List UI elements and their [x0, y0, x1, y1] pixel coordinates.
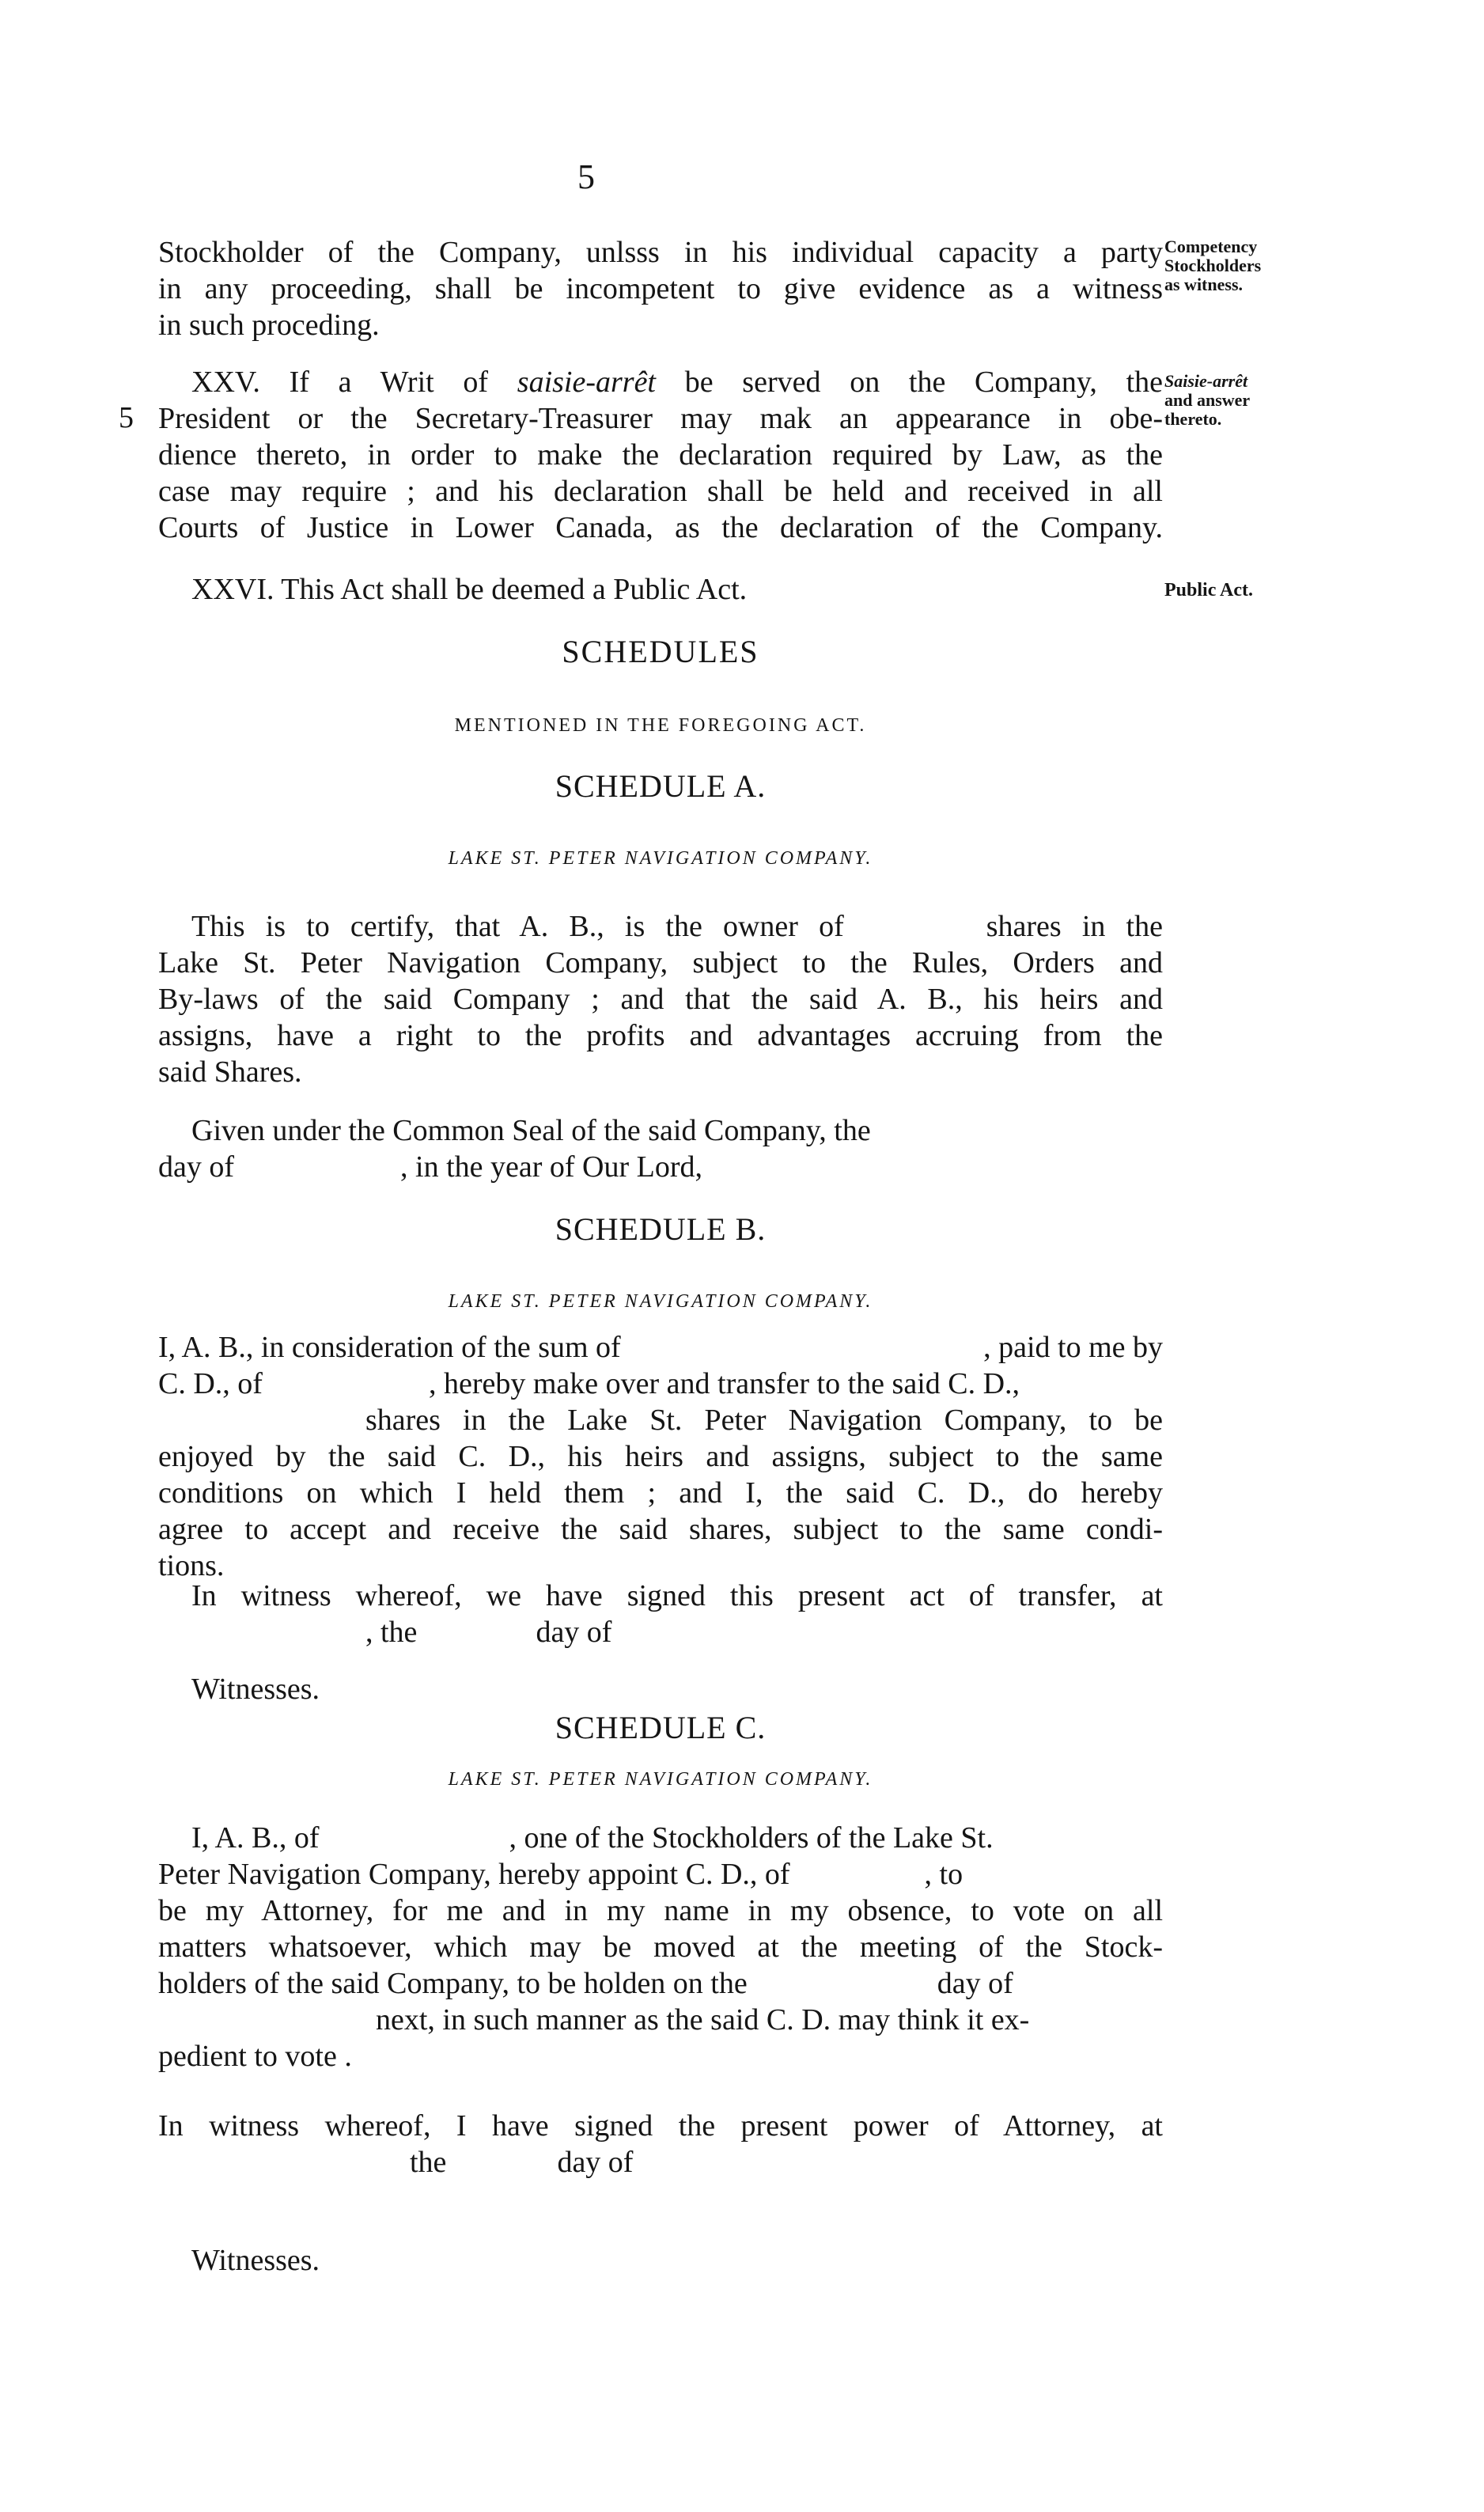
schedule-b-transfer: [158, 1329, 1163, 1584]
text-line: dience thereto, in order to make the declaration required by Law, as the: [158, 438, 1163, 472]
schedules-title: SCHEDULES: [562, 634, 759, 669]
text-line: [158, 1366, 1163, 1402]
schedule-c-title: SCHEDULE C.: [555, 1710, 767, 1745]
text-line: said Shares.: [158, 1055, 302, 1089]
text-run: XXV. If a Writ of: [191, 366, 517, 399]
text-run: Peter Navigation Company, hereby appoint C. D., of: [158, 1858, 790, 1891]
schedule-a-given: [158, 1112, 1163, 1185]
text-line: Courts of Justice in Lower Canada, as the declaration of the Company.: [158, 511, 1163, 544]
text-line: [158, 1329, 1163, 1366]
text-line: Stockholder of the Company, unlsss in his individual capacity a party: [158, 236, 1163, 269]
margin-note-saisie: [1164, 372, 1315, 429]
text-line: Given under the Common Seal of the said Company, the: [191, 1114, 871, 1147]
margin-note-line: Saisie-arrêt: [1164, 371, 1248, 391]
text-line: enjoyed by the said C. D., his heirs and assigns, subject to the same: [158, 1440, 1163, 1473]
text-run: day of: [557, 2146, 634, 2179]
text-run: I, A. B., of: [191, 1821, 320, 1855]
margin-note-line: thereto.: [1164, 409, 1222, 429]
text-line: assigns, have a right to the profits and advantages accruing from the: [158, 1019, 1163, 1052]
section-xxv: [158, 364, 1163, 546]
text-run: , hereby make over and transfer to the said C. D.,: [428, 1367, 1020, 1400]
text-line: in such proceding.: [158, 309, 380, 342]
margin-note-line: Competency: [1164, 237, 1258, 256]
section-xxvi: [158, 571, 1163, 608]
text-line: Lake St. Peter Navigation Company, subject to the Rules, Orders and: [158, 946, 1163, 979]
text-line: be my Attorney, for me and in my name in my obsence, to vote on all: [158, 1894, 1163, 1927]
text-line: President or the Secretary-Treasurer may mak an appearance in obe-: [158, 402, 1163, 435]
text-line: case may require ; and his declaration shall be held and received in all: [158, 475, 1163, 508]
page-number: 5: [577, 157, 595, 196]
margin-note-line: as witness.: [1164, 275, 1244, 294]
text-line: By-laws of the said Company ; and that the said A. B., his heirs and: [158, 983, 1163, 1016]
text-line: [158, 2144, 1163, 2180]
schedule-c-company: LAKE ST. PETER NAVIGATION COMPANY.: [448, 1769, 873, 1790]
text-run: day of: [158, 1150, 235, 1184]
text-line: XXVI. This Act shall be deemed a Public Act.: [191, 573, 748, 606]
text-line: tions.: [158, 1549, 225, 1582]
text-line: In witness whereof, we have signed this present act of transfer, at: [191, 1579, 1163, 1612]
text-line: [158, 1965, 1163, 2002]
schedule-a-certificate: [158, 908, 1163, 1090]
text-run: be served on the Company, the: [656, 366, 1163, 399]
text-run: , in the year of Our Lord,: [400, 1150, 703, 1184]
text-run: day of: [937, 1967, 1013, 2000]
schedule-b-company: LAKE ST. PETER NAVIGATION COMPANY.: [448, 1291, 873, 1312]
schedule-a-title: SCHEDULE A.: [555, 768, 767, 804]
text-line: agree to accept and receive the said shares, subject to the same condi-: [158, 1513, 1163, 1546]
text-run: shares in the: [986, 910, 1163, 943]
text-run: C. D., of: [158, 1367, 263, 1400]
text-line: matters whatsoever, which may be moved at the meeting of the Stock-: [158, 1930, 1163, 1964]
text-line: shares in the Lake St. Peter Navigation Company, to be: [365, 1404, 1163, 1437]
text-line: [158, 1820, 1163, 1856]
margin-note-line: Stockholders: [1164, 256, 1262, 275]
text-line: [158, 908, 1163, 945]
margin-note-competency: [1164, 237, 1315, 294]
italic-term: saisie-arrêt: [517, 366, 656, 399]
text-line: conditions on which I held them ; and I, the said C. D., do hereby: [158, 1476, 1163, 1510]
text-line: pedient to vote .: [158, 2040, 352, 2073]
text-line: In witness whereof, I have signed the present power of Attorney, at: [158, 2109, 1163, 2143]
text-line: [158, 1856, 1163, 1893]
margin-note-public-act: Public Act.: [1164, 580, 1253, 601]
text-run: holders of the said Company, to be holden on the: [158, 1967, 748, 2000]
margin-note-line: and answer: [1164, 390, 1251, 410]
text-run: day of: [536, 1616, 612, 1649]
section-xxv-first-line: [158, 364, 1163, 400]
schedule-b-witnesses: [158, 1671, 1163, 1707]
text-line: Witnesses.: [191, 1673, 320, 1706]
text-line: Witnesses.: [191, 2244, 320, 2277]
text-line: next, in such manner as the said C. D. may think it ex-: [376, 2003, 1030, 2037]
text-line: [158, 1149, 1163, 1185]
text-run: This is to certify, that A. B., is the owner of: [191, 910, 844, 943]
schedule-a-company: LAKE ST. PETER NAVIGATION COMPANY.: [448, 848, 873, 869]
text-line: [158, 1614, 1163, 1650]
text-line: in any proceeding, shall be incompetent to give evidence as a witness: [158, 272, 1163, 305]
schedule-b-witness: [158, 1578, 1163, 1650]
schedules-subtitle: MENTIONED IN THE FOREGOING ACT.: [454, 715, 867, 736]
text-run: I, A. B., in consideration of the sum of: [158, 1331, 621, 1364]
text-run: , one of the Stockholders of the Lake St.: [509, 1821, 994, 1855]
text-run: , paid to me by: [983, 1331, 1163, 1364]
text-run: , the: [365, 1616, 418, 1649]
paragraph-stockholder: [158, 234, 1163, 343]
text-run: , to: [924, 1858, 963, 1891]
schedule-c-proxy: [158, 1820, 1163, 2074]
schedule-b-title: SCHEDULE B.: [555, 1211, 767, 1247]
text-run: the: [410, 2146, 447, 2179]
line-number: 5: [119, 401, 134, 434]
schedule-c-witness: [158, 2108, 1163, 2180]
schedule-c-witnesses: [158, 2242, 1163, 2279]
